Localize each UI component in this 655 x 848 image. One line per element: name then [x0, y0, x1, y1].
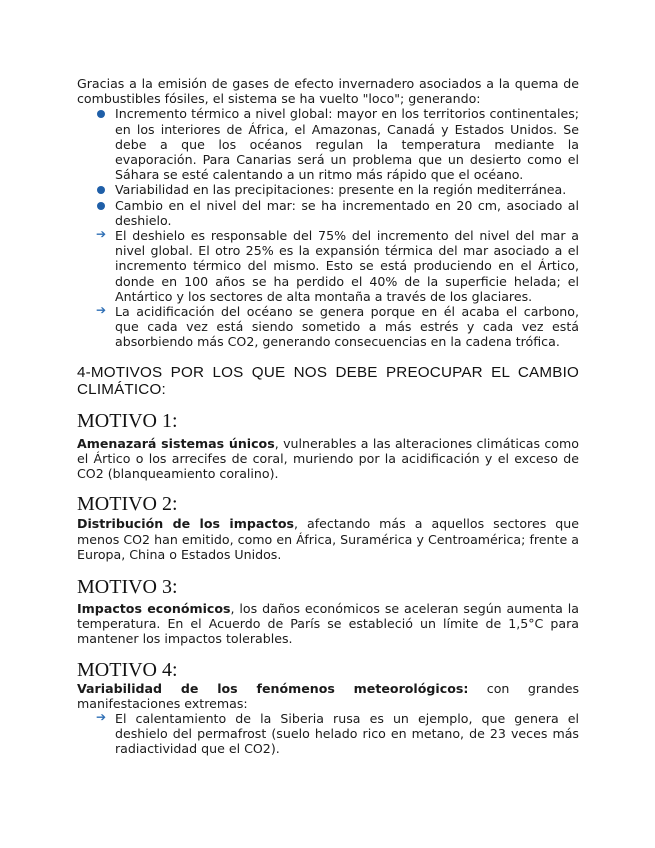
motivo-1-title: MOTIVO 1:: [77, 409, 178, 432]
bullet-dot-icon: [97, 202, 105, 210]
arrow-bullet-icon: ➔: [96, 303, 107, 318]
motivo-4-title: MOTIVO 4:: [77, 658, 178, 681]
document-page: [77, 76, 579, 757]
list-item: Cambio en el nivel del mar: se ha incrementado en 20 cm, asociado al deshielo.: [77, 198, 579, 228]
bullet-dot-icon: [97, 110, 105, 118]
motivo-4-list: [77, 711, 579, 757]
list-item: ➔ La acidificación del océano se genera porque en él acaba el carbono, que cada vez está siendo sometido a más estrés y cada vez está absorbiendo más CO2, generando consecuencias en la cadena trófica.: [96, 303, 579, 350]
list-item: Variabilidad en las precipitaciones: presente en la región mediterránea.: [77, 182, 579, 197]
list-item: ➔ El calentamiento de la Siberia rusa es un ejemplo, que genera el deshielo del permafrost (suelo helado rico en metano, de 23 veces más radiactividad que el CO2).: [96, 710, 579, 757]
list-item: ➔ El deshielo es responsable del 75% del incremento del nivel del mar a nivel global. El otro 25% es la expansión térmica del mar asociado a el incremento térmico del mismo. Esto se está produciendo en el Ártico, donde en 100 años se ha perdido el 40% de la superficie helada; el Antártico y los sectores de alta montaña a través de los glaciares.: [96, 227, 579, 304]
arrow-bullet-icon: ➔: [96, 710, 107, 725]
motivo-4-text: Variabilidad de los fenómenos meteorológicos: con grandes manifestaciones extremas:: [77, 680, 580, 711]
arrow-bullet-icon: ➔: [96, 227, 107, 242]
effects-list: [77, 106, 579, 349]
list-item: Incremento térmico a nivel global: mayor en los territorios continentales; en los interiores de África, el Amazonas, Canadá y Estados Unidos. Se debe a que los océanos regulan la temperatura mediante la evaporación. Para Canarias será un problema que un desierto como el Sáhara se esté calentando a un ritmo más rápido que el océano.: [77, 106, 579, 182]
intro-paragraph: Gracias a la emisión de gases de efecto invernadero asociados a la quema de combustibles fósiles, el sistema se ha vuelto "loco"; generando:: [77, 76, 579, 107]
bullet-dot-icon: [97, 186, 105, 194]
motivo-2-text: Distribución de los impactos, afectando más a aquellos sectores que menos CO2 han emitido, como en África, Suramérica y Centroamérica; frente a Europa, China o Estados Unidos.: [77, 516, 579, 562]
motivo-3-text: Impactos económicos, los daños económicos se aceleran según aumenta la temperatura. En el Acuerdo de París se estableció un límite de 1,5°C para mantener los impactos tolerables.: [77, 601, 579, 647]
motivo-3-title: MOTIVO 3:: [77, 576, 178, 599]
motivo-2-title: MOTIVO 2:: [77, 493, 178, 516]
motivo-1-text: Amenazará sistemas únicos, vulnerables a las alteraciones climáticas como el Ártico o los arrecifes de coral, muriendo por la acidificación y el exceso de CO2 (blanqueamiento coralino).: [77, 435, 580, 482]
section-heading: 4-MOTIVOS POR LOS QUE NOS DEBE PREOCUPAR EL CAMBIO CLIMÁTICO:: [77, 363, 579, 399]
